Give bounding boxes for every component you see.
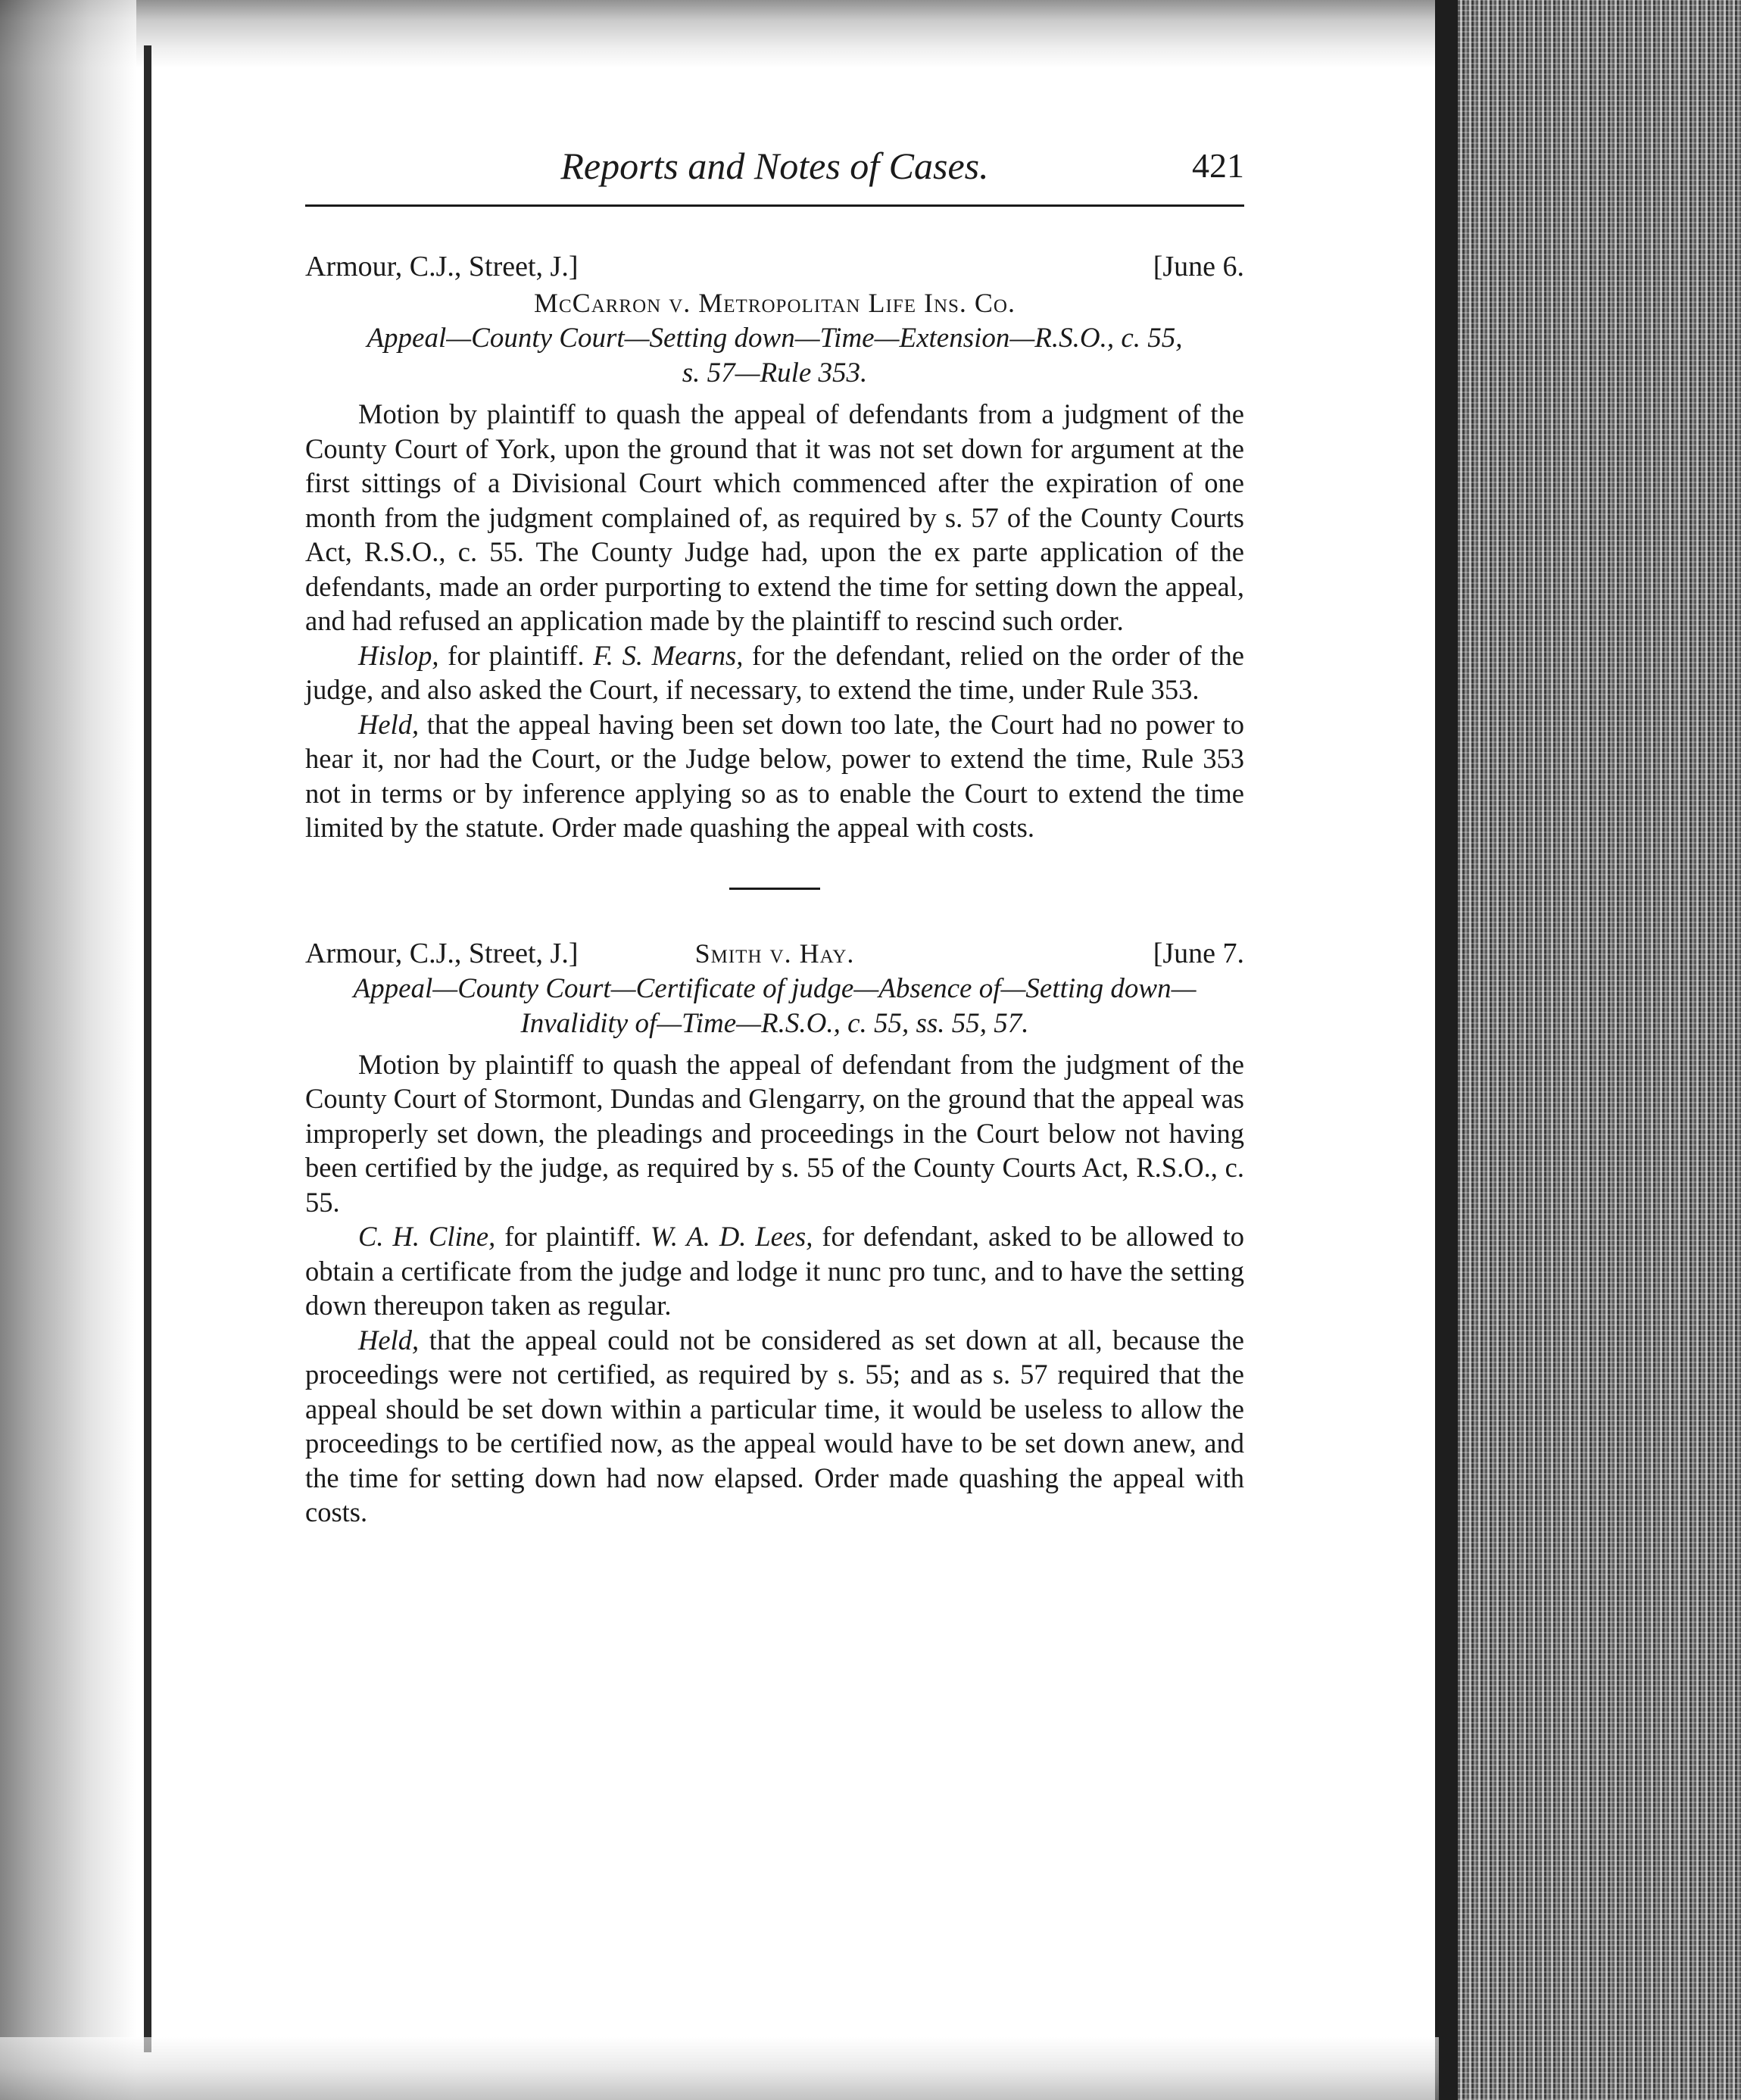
- held-text: that the appeal could not be considered as set down at all, because the proceedings were not certified, as required by s. 55; and as s. 57 required that the appeal should be set down within a particular time, it would be useless to allow the proceedings to be certified now, as the appeal would have to be set down anew, and the time for setting down had now elapsed. Order made quashing the appeal with costs.: [305, 1324, 1244, 1527]
- scan-shadow-left: [0, 0, 136, 2100]
- held-label: Held,: [358, 1324, 420, 1356]
- held-paragraph: [305, 707, 1244, 845]
- case-title: McCarron v. Metropolitan Life Ins. Co.: [534, 288, 1016, 318]
- counsel-text: for defendant, asked to be allowed to obtain a certificate from the judge and lodge it nunc pro tunc, and to have the setting down thereupon taken as regular.: [305, 1221, 1244, 1321]
- headnote-line: Invalidity of—Time—R.S.O., c. 55, ss. 55, 57.: [520, 1007, 1029, 1039]
- judges: Armour, C.J., Street, J.]: [305, 251, 579, 282]
- case-meta: [305, 248, 1244, 285]
- case-divider: [729, 888, 820, 890]
- book-page-edges: [1435, 0, 1741, 2100]
- counsel-name: Hislop,: [358, 639, 439, 671]
- case-smith: [305, 935, 1244, 1530]
- counsel-paragraph: [305, 1219, 1244, 1323]
- decision-date: [June 7.: [1153, 937, 1244, 969]
- binding-edge: [144, 45, 151, 2052]
- headnote: [305, 321, 1244, 391]
- counsel-name: C. H. Cline,: [358, 1221, 496, 1252]
- counsel-text: for plaintiff.: [438, 639, 594, 671]
- headnote-line: s. 57—Rule 353.: [682, 357, 868, 388]
- headnote: [305, 972, 1244, 1041]
- case-mccarron: [305, 248, 1244, 845]
- page-text-block: [305, 144, 1244, 1530]
- motion-paragraph: Motion by plaintiff to quash the appeal of defendant from the judgment of the County Court of Stormont, Dundas and Glengarry, on the ground that the appeal was improperly set down, the pleadings and proceedings in the Court below not having been certified by the judge, as required by s. 55 of the County Courts Act, R.S.O., c. 55.: [305, 1048, 1244, 1218]
- running-title: Reports and Notes of Cases.: [560, 145, 989, 187]
- counsel-name: F. S. Mearns,: [593, 639, 744, 671]
- judges: Armour, C.J., Street, J.]: [305, 937, 579, 969]
- held-paragraph: [305, 1323, 1244, 1530]
- counsel-name: W. A. D. Lees,: [650, 1221, 813, 1252]
- header-rule: [305, 204, 1244, 207]
- counsel-text: for the defendant, relied on the order of the judge, and also asked the Court, if necessary, to extend the time, under Rule 353.: [305, 639, 1244, 705]
- held-text: that the appeal having been set down too late, the Court had no power to hear it, nor had the Court, or the Judge below, power to extend the time, Rule 353 not in terms or by inference applying so as to enable the Court to extend the time limited by the statute. Order made quashing the appeal with costs.: [305, 708, 1244, 843]
- motion-paragraph: Motion by plaintiff to quash the appeal of defendants from a judgment of the County Court of York, upon the ground that it was not set down for argument at the first sittings of a Divisional Court which commenced after the expiration of one month from the judgment complained of, as required by s. 57 of the County Courts Act, R.S.O., c. 55. The County Judge had, upon the ex parte application of the defendants, made an order purporting to extend the time for setting down the appeal, and had refused an application made by the plaintiff to rescind such order.: [305, 398, 1244, 636]
- case-meta: [305, 935, 1244, 972]
- case-title: Smith v. Hay.: [694, 938, 855, 969]
- running-head: [305, 144, 1244, 212]
- decision-date: [June 6.: [1153, 251, 1244, 282]
- counsel-text: for plaintiff.: [495, 1221, 651, 1252]
- held-label: Held,: [358, 708, 420, 740]
- headnote-line: Appeal—County Court—Setting down—Time—Extension—R.S.O., c. 55,: [367, 323, 1183, 354]
- scan-shadow-bottom: [0, 2037, 1439, 2100]
- scan-shadow-top: [0, 0, 1439, 68]
- page-number: 421: [1192, 146, 1244, 185]
- counsel-paragraph: [305, 638, 1244, 707]
- headnote-line: Appeal—County Court—Certificate of judge—Absence of—Setting down—: [353, 972, 1197, 1004]
